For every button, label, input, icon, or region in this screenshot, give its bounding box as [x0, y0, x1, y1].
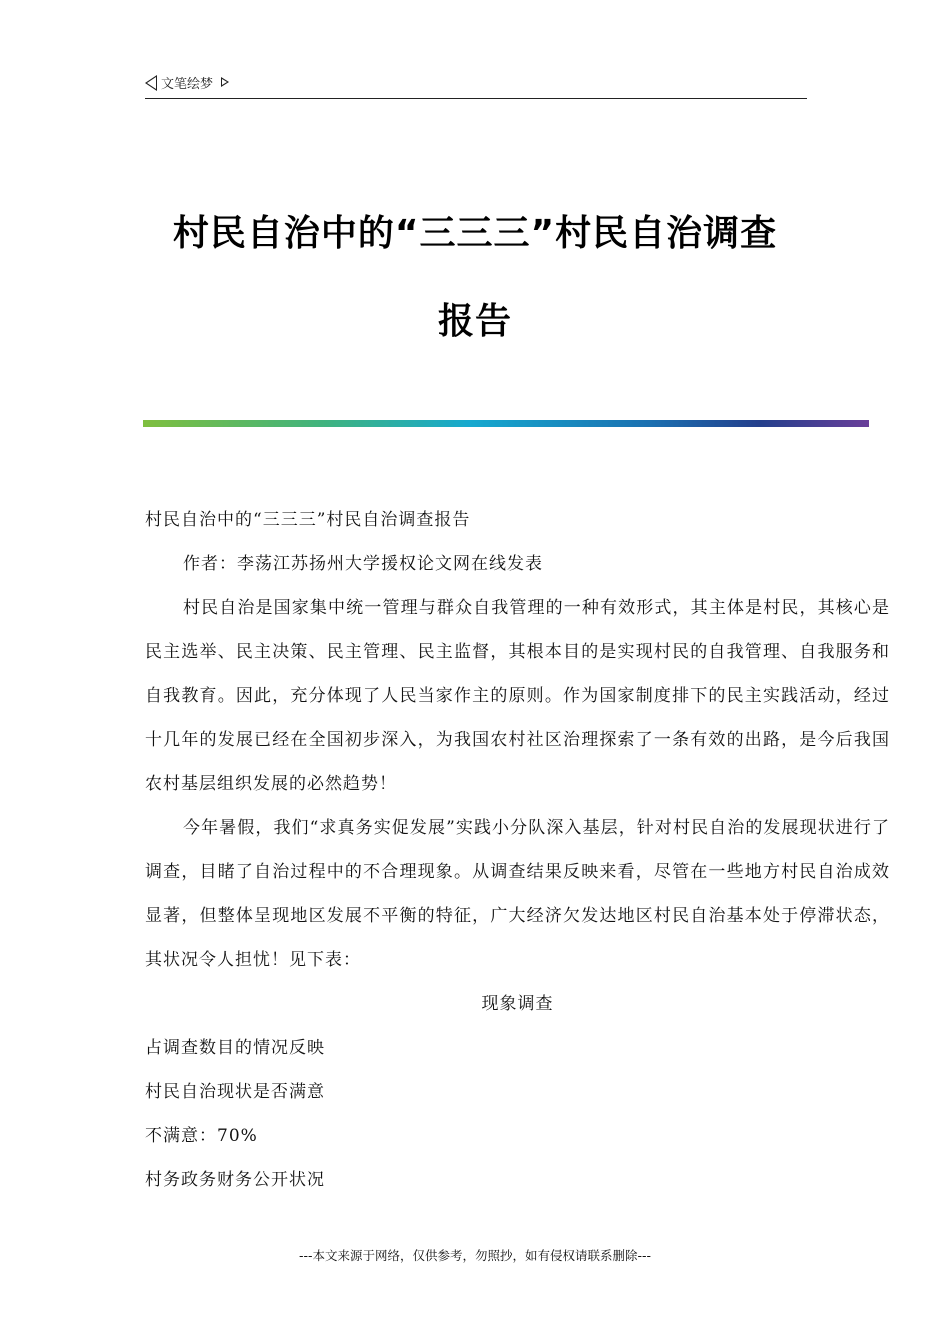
gradient-divider: [143, 420, 869, 427]
right-triangle-icon: [221, 77, 229, 87]
table-title: 现象调查: [481, 994, 554, 1014]
document-title-line2: 报告: [437, 301, 512, 342]
document-body: [145, 498, 890, 1202]
paragraph-1: 村民自治是国家集中统一管理与群众自我管理的一种有效形式，其主体是村民，其核心是民主选举、民主决策、民主管理、民主监督，其根本目的是实现村民的自我管理、自我服务和自我教育。因此，充分体现了人民当家作主的原则。作为国家制度排下的民主实践活动，经过十几年的发展已经在全国初步深入，为我国农村社区治理探索了一条有效的出路，是今后我国农村基层组织发展的必然趋势！: [145, 598, 890, 794]
page-footer: ---本文来源于网络，仅供参考，勿照抄，如有侵权请联系删除---: [298, 1248, 652, 1263]
table-row: 村务政务财务公开状况: [145, 1170, 325, 1190]
table-row: 占调查数目的情况反映: [145, 1038, 325, 1058]
table-row: 村民自治现状是否满意: [145, 1082, 325, 1102]
left-triangle-icon: [145, 75, 157, 91]
table-row: 不满意：70%: [145, 1126, 258, 1146]
document-title-line1: 村民自治中的“三三三”村民自治调查: [172, 213, 778, 254]
header-brand: 文笔绘梦: [161, 77, 214, 92]
author-line: 作者：李荡江苏扬州大学援权论文网在线发表: [183, 554, 543, 574]
paragraph-2: 今年暑假，我们“求真务实促发展”实践小分队深入基层，针对村民自治的发展现状进行了调查，目睹了自治过程中的不合理现象。从调查结果反映来看，尽管在一些地方村民自治成效显著，但整体呈现地区发展不平衡的特征，广大经济欠发达地区村民自治基本处于停滞状态，其状况令人担忧！见下表：: [145, 818, 890, 970]
subtitle: 村民自治中的“三三三”村民自治调查报告: [145, 510, 471, 530]
page-header: [145, 72, 807, 99]
